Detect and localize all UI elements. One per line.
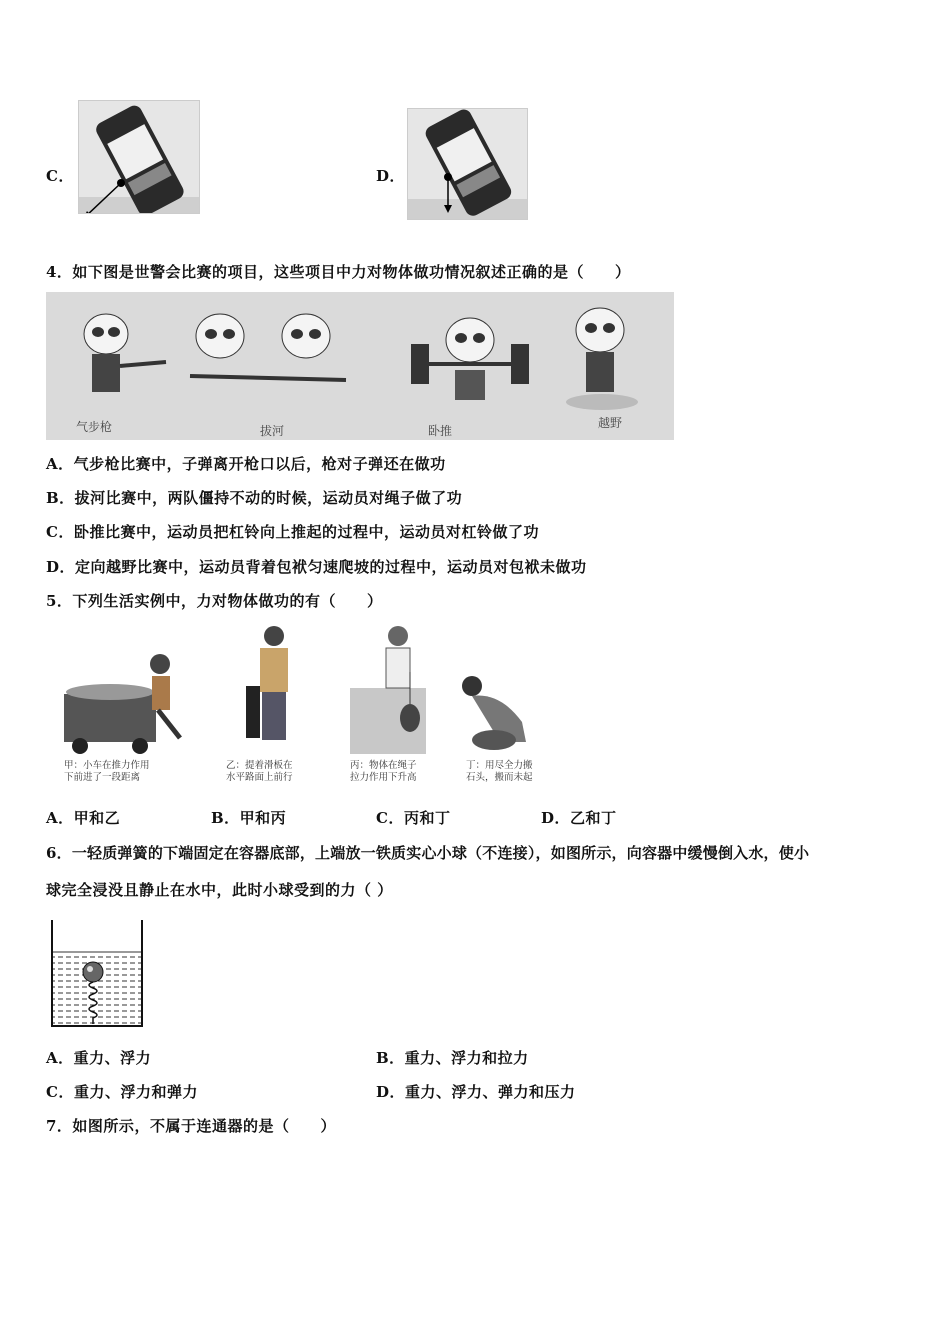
q4-option-d: D．定向越野比赛中，运动员背着包袱匀速爬坡的过程中，运动员对包袱未做功 [46,558,587,576]
q5-caption-jia-line2: 下前进了一段距离 [64,772,141,783]
q5-caption-bing-line2: 拉力作用下升高 [350,772,417,783]
q6-stem-line1: 6．一轻质弹簧的下端固定在容器底部，上端放一铁质实心小球（不连接），如图所示，向容器中缓慢倒入水，使小 [46,844,810,862]
q5-caption-yi-line2: 水平路面上前行 [226,772,293,783]
spring-ball-in-water-illustration [50,918,144,1028]
q4-option-b: B．拔河比赛中，两队僵持不动的时候，运动员对绳子做了功 [46,489,463,507]
q5-caption-jia-line1: 甲：小车在推力作用 [64,760,150,771]
q5-stem: 5．下列生活实例中，力对物体做功的有（ ） [46,592,383,610]
q5-option-c: C．丙和丁 [376,809,451,827]
q6-stem-line2: 球完全浸没且静止在水中，此时小球受到的力（ ） [46,881,393,899]
q5-figure [60,622,560,792]
q3-option-c-label: C． [46,167,74,185]
q4-option-a: A．气步枪比赛中，子弹离开枪口以后，枪对子弹还在做功 [46,455,446,473]
q3-option-d-label: D． [376,167,406,185]
q5-caption-ding-line1: 丁：用尽全力搬 [466,760,533,771]
can-tilted-arrow-down-left-icon [79,101,199,214]
q5-scenes-illustration [60,622,560,762]
q5-option-b: B．甲和丙 [211,809,287,827]
q4-figure-label-bench: 卧推 [428,424,453,438]
q6-option-d: D．重力、浮力、弹力和压力 [376,1083,576,1101]
q3-option-c-image [78,100,200,214]
can-tilted-arrow-down-icon [408,109,527,219]
q5-caption-bing-line1: 丙：物体在绳子 [350,760,417,771]
q3-option-d-image [407,108,528,220]
q5-caption-jia [64,760,150,784]
q4-figure [46,292,674,440]
q5-option-d: D．乙和丁 [541,809,617,827]
q6-option-c: C．重力、浮力和弹力 [46,1083,198,1101]
q5-caption-ding [466,760,533,784]
q6-option-b: B．重力、浮力和拉力 [376,1049,529,1067]
q4-figure-label-crosscountry: 越野 [598,416,623,430]
q5-option-a: A．甲和乙 [46,809,121,827]
q6-container-figure [50,918,144,1028]
q7-stem: 7．如图所示，不属于连通器的是（ ） [46,1117,336,1135]
q5-caption-yi [226,760,293,784]
q4-stem: 4．如下图是世警会比赛的项目，这些项目中力对物体做功情况叙述正确的是（ ） [46,263,631,281]
q4-option-c: C．卧推比赛中，运动员把杠铃向上推起的过程中，运动员对杠铃做了功 [46,523,539,541]
q6-option-a: A．重力、浮力 [46,1049,152,1067]
q5-caption-yi-line1: 乙：提着滑板在 [226,760,293,771]
q4-figure-label-tug: 拔河 [260,424,285,438]
q5-caption-bing [350,760,417,784]
q5-caption-ding-line2: 石头，搬而未起 [466,772,533,783]
q4-figure-label-rifle: 气步枪 [76,420,113,434]
panda-athletes-illustration [46,292,674,440]
